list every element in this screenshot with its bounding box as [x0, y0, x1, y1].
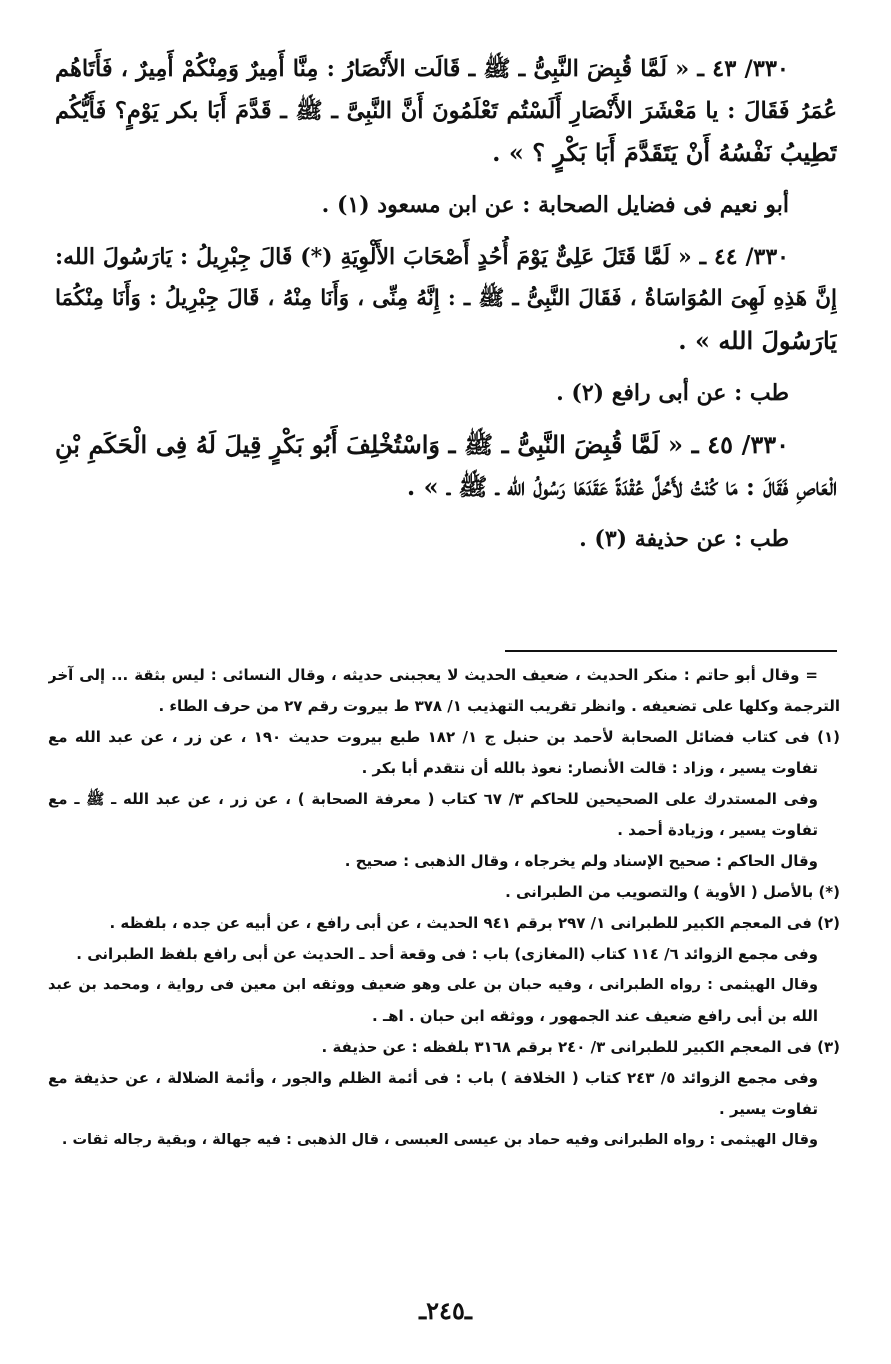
text-line: يَارَسُولَ الله » .	[678, 326, 837, 355]
main-text	[55, 48, 837, 560]
source-citation: طب : عن حذيفة (٣) .	[579, 526, 789, 552]
text-line: عُمَرُ فَقَالَ : يا مَعْشَرَ الأَنْصَارِ أَلَسْتُم تَعْلَمُونَ أَنَّ النَّبِىَّ ـ ﷺ ـ قَدَّمَ أَبَا بكر يَوْمٍ؟ فَأَيُّكُم	[55, 98, 837, 124]
footnote-line: وقال الحاكم : صحيح الإسناد ولم يخرجاه ، وقال الذهبى : صحيح .	[344, 852, 818, 870]
hadith-45	[55, 424, 837, 508]
footnote-line: (*) بالأصل ( الأوية ) والتصويب من الطبرانى .	[505, 883, 840, 901]
source-citation: أبو نعيم فى فضايل الصحابة : عن ابن مسعود (١) .	[321, 192, 789, 218]
footnote-line: وقال الهيثمى : رواه الطبرانى وفيه حماد بن عيسى العبسى ، قال الذهبى : فيه جهالة ، وبقية رجاله ثقات .	[61, 1132, 818, 1148]
hadith-43	[55, 48, 837, 174]
footnote-line: تفاوت يسير ، وزيادة أحمد .	[617, 821, 818, 839]
footnotes	[48, 660, 840, 1156]
footnote-line: (٢) فى المعجم الكبير للطبرانى ١/ ٢٩٧ برقم ٩٤١ الحديث ، عن أبى رافع ، عن أبيه عن جده ، بلفظه .	[109, 914, 840, 932]
source-citation: طب : عن أبى رافع (٢) .	[556, 380, 789, 406]
text-line: إِنَّ هَذِهِ لَهِىَ المُوَاسَاةُ ، فَقَالَ النَّبِىُّ ـ ﷺ ـ : إِنَّهُ مِنِّى ، وَأَنَا مِنْهُ ، قَالَ جِبْرِيلُ : وَأَنَا مِنْكُمَا	[55, 286, 837, 311]
text-line: ٣٣٠/ ٤٣ ـ « لَمَّا قُبِضَ النَّبِىُّ ـ ﷺ ـ قَالَت الأَنْصَارُ : مِنَّا أَمِيرٌ وَمِنْكُمْ أَمِيرٌ ، فَأَتَاهُم	[55, 56, 789, 82]
text-line: تَطِيبُ نَفْسُهُ أَنْ يَتَقَدَّمَ أَبَا بَكْرٍ ؟ » .	[492, 138, 837, 167]
text-line: ٣٣٠/ ٤٤ ـ « لَمَّا قَتَلَ عَلِىٌّ يَوْمَ أُحُدٍ أَصْحَابَ الأَلْوِيَةِ (*) قَالَ جِبْرِيلُ : يَارَسُولَ الله:	[55, 244, 789, 270]
footnote-line: وفى المستدرك على الصحيحين للحاكم ٣/ ٦٧ كتاب ( معرفة الصحابة ) ، عن زر ، عن عبد الله ـ ﷺ ـ مع	[48, 790, 818, 808]
text-line: الْعَاصِ فَقَالَ : مَا كُنْتُ لأَحُلَّ عُقْدَةً عَقَدَهَا رَسُولُ الله ـ ﷺ ـ » .	[406, 472, 837, 501]
footnote-line: الله بن أبى رافع ضعيف عند الجمهور ، ووثقه ابن حبان . اهـ .	[372, 1007, 818, 1025]
footnote-line: = وقال أبو حاتم : منكر الحديث ، ضعيف الحديث لا يعجبنى حديثه ، وقال النسائى : ليس بثقة ... إلى آخر	[48, 666, 818, 684]
footnote-line: تفاوت يسير ، وزاد : قالت الأنصار: نعوذ بالله أن نتقدم أبا بكر .	[361, 759, 818, 777]
hadith-44	[55, 236, 837, 362]
footnote-line: تفاوت يسير .	[719, 1100, 818, 1118]
footnote-separator	[505, 650, 837, 652]
footnote-line: وفى مجمع الزوائد ٥/ ٢٤٣ كتاب ( الخلافة ) باب : فى أئمة الظلم والجور ، وأئمة الضلالة ، عن حذيفة مع	[48, 1069, 819, 1087]
text-line: ٣٣٠/ ٤٥ ـ « لَمَّا قُبِضَ النَّبِىُّ ـ ﷺ ـ وَاسْتُخْلِفَ أَبُو بَكْرٍ قِيلَ لَهُ فِى الْحَكَمِ بْنِ	[55, 430, 790, 459]
page-number: ـ٢٤٥ـ	[419, 1296, 472, 1325]
footnote-line: (١) فى كتاب فضائل الصحابة لأحمد بن حنبل ج ١/ ١٨٢ طبع بيروت حديث ١٩٠ ، عن زر ، عن عبد الله مع	[48, 728, 840, 746]
footnote-line: (٣) فى المعجم الكبير للطبرانى ٣/ ٢٤٠ برقم ٣١٦٨ بلفظه : عن حذيفة .	[321, 1038, 840, 1056]
footnote-line: وفى مجمع الزوائد ٦/ ١١٤ كتاب (المغازى) باب : فى وقعة أحد ـ الحديث عن أبى رافع بلفظ الطبرانى .	[76, 945, 818, 963]
footnote-line: الترجمة وكلها على تضعيفه . وانظر تقريب التهذيب ١/ ٣٧٨ ط بيروت رقم ٢٧ من حرف الطاء .	[158, 697, 840, 715]
footnote-line: وقال الهيثمى : رواه الطبرانى ، وفيه حبان بن على وهو ضعيف ووثقه ابن معين فى رواية ، ومحمد بن عبد	[48, 977, 818, 993]
